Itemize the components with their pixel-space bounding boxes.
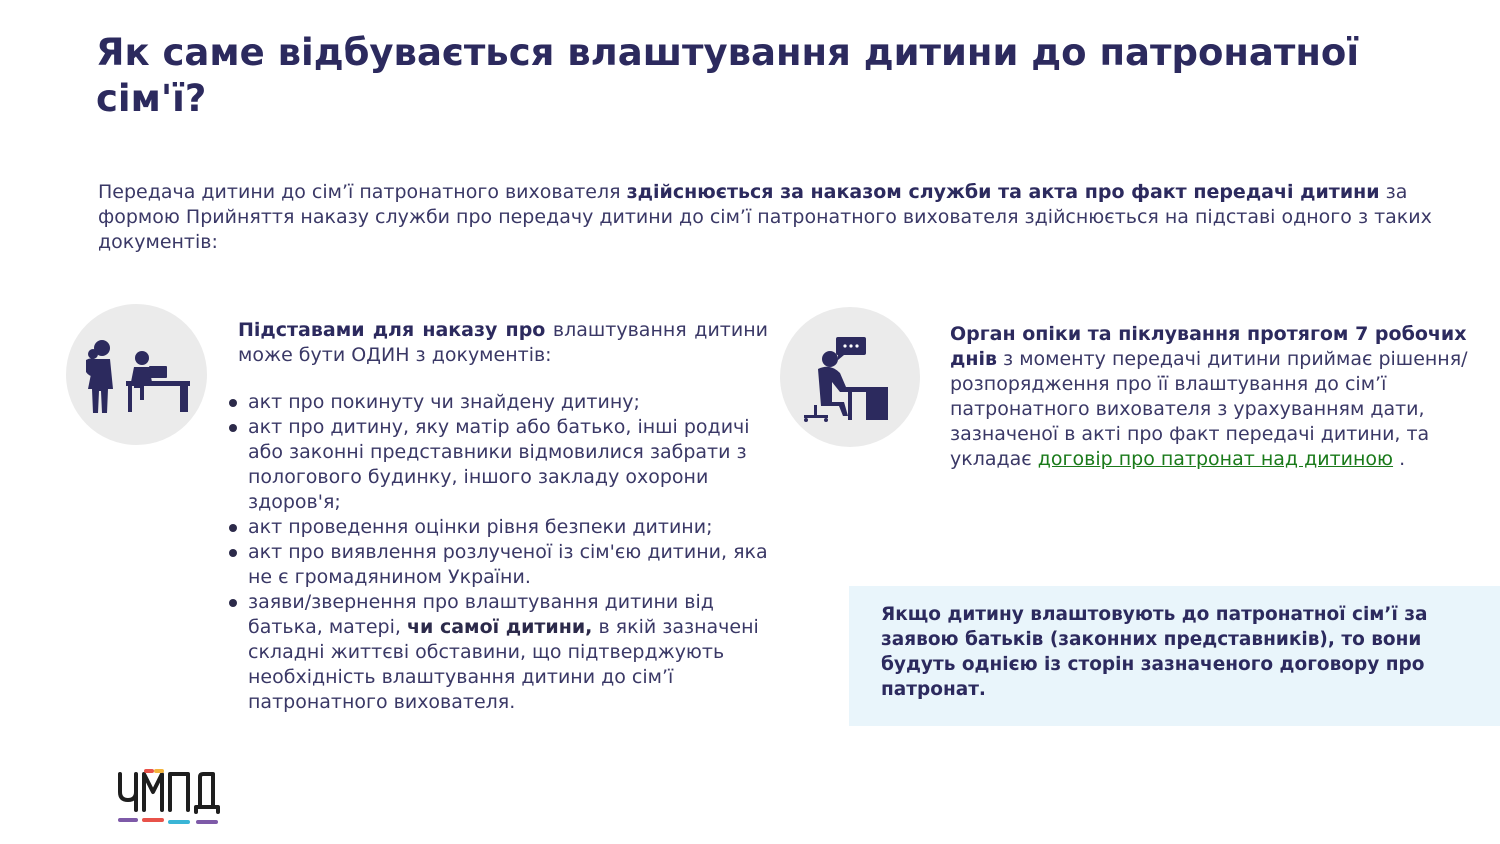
list-item: акт про покинуту чи знайдену дитину; — [248, 390, 768, 415]
intro-text-2: за формою Прийняття наказу служби про передачу дитини до сім’ї патронатного вихователя здійснюється на підставі одного з таких документів: — [98, 181, 1432, 253]
grounds-lead-text: влаштування дитини може бути ОДИН з документів: — [238, 319, 768, 366]
page-title: Як саме відбувається влаштування дитини до патронатної сім'ї? — [96, 31, 1360, 120]
family-office-icon — [66, 304, 207, 445]
patronage-contract-link[interactable]: договір про патронат над дитиною — [1037, 448, 1394, 470]
list-item: акт про дитину, яку матір або батько, інші родичі або законні представники відмовилися забрати з пологового будинку, іншого закладу охорони здоров'я; — [248, 415, 768, 515]
intro-paragraph — [98, 180, 1438, 255]
guardianship-end: . — [1393, 448, 1406, 470]
list-item: акт проведення оцінки рівня безпеки дитини; — [248, 515, 768, 540]
list-item — [248, 590, 768, 715]
guardianship-text: з моменту передачі дитини приймає рішення/розпорядження про її влаштування до сім’ї патронатного вихователя з урахуванням дати, зазначеної в акті про факт передачі дитини, та укладає — [950, 348, 1468, 470]
grounds-section — [238, 318, 768, 715]
guardianship-paragraph — [950, 322, 1470, 472]
umpd-logo — [116, 768, 222, 828]
list-item: акт про виявлення розлученої із сім'єю дитини, яка не є громадянином України. — [248, 541, 768, 588]
item-text-post: в якій зазначені складні життєві обставини, що підтверджують необхідність влаштування дитини до сім’ї патронатного вихователя. — [248, 616, 759, 713]
grounds-list — [238, 390, 768, 715]
note-text: Якщо дитину влаштовують до патронатної сім’ї за заявою батьків (законних представників), то вони будуть однією із сторін зазначеного договору про патронат. — [881, 604, 1428, 700]
intro-text-1: Передача дитини до сім’ї патронатного вихователя — [98, 181, 627, 203]
note-box — [849, 586, 1500, 726]
office-worker-icon — [780, 307, 920, 447]
grounds-lead-bold: Підставами для наказу про — [238, 319, 546, 341]
intro-bold: здійснюється за наказом служби та акта про факт передачі дитини — [626, 181, 1380, 203]
guardianship-bold: Орган опіки та піклування протягом 7 робочих днів — [950, 323, 1467, 370]
item-text-bold: чи самої дитини, — [406, 616, 593, 638]
item-text-pre: заяви/звернення про влаштування дитини від батька, матері, — [248, 591, 714, 638]
grounds-lead — [238, 318, 768, 368]
